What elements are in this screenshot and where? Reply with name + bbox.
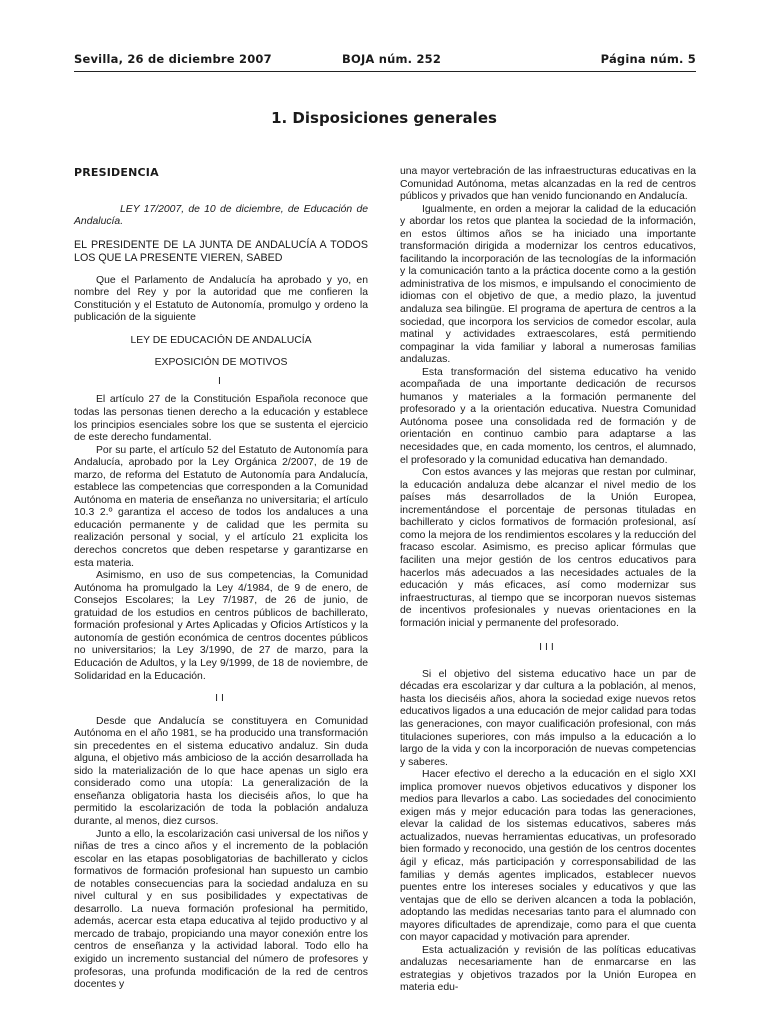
- header-bulletin-number: BOJA núm. 252: [342, 52, 442, 66]
- motives-heading: EXPOSICIÓN DE MOTIVOS: [154, 357, 288, 369]
- paragraph: Esta transformación del sistema educativo ha venido acompañada de una importante dedicación de recursos humanos y materiales a la formación permanente del profesorado y a la orientación educativa. Nuestra Comunidad Autónoma posee una consolidada red de formación y de orientación en continuo cambio para adaptarse a las necesidades que, en cada momento, los centros, el alumnado, el profesorado y la comunidad educativa han demandado.: [400, 366, 696, 466]
- paragraph: El artículo 27 de la Constitución Española reconoce que todas las personas tienen derecho a la educación y establece los principios esenciales sobre los que se sustenta el ejercicio de este derecho fundamental.: [74, 394, 368, 444]
- paragraph-continuation: una mayor vertebración de las infraestructuras educativas en la Comunidad Autónoma, metas alcanzadas en la red de centros públicos y privados que han venido funcionando en Andalucía.: [400, 166, 696, 203]
- paragraph: Con estos avances y las mejoras que restan por culminar, la educación andaluza debe alcanzar el nivel medio de los países más desarrollados de la Unión Europea, incrementándose el porcentaje de personas tituladas en bachillerato y ciclos formativos de formación profesional, así como la mejora de los rendimientos escolares y la reducción del fracaso escolar. Asimismo, es preciso aplicar fórmulas que faciliten una mejor gestión de los centros educativos para hacerlos más adecuados a las necesidades actuales de la educación y más eficaces, así como modernizar sus infraestructuras, al tiempo que se incorporan nuevos sistemas de incentivos profesionales y nuevas orientaciones en la formación inicial y permanente del profesorado.: [400, 467, 696, 629]
- paragraph: Igualmente, en orden a mejorar la calidad de la educación y abordar los retos que plantea la sociedad de la información, en estos últimos años se ha iniciado una importante transformación dirigida a modernizar los centros educativos, facilitando la incorporación de las tecnologías de la información y la comunicación tanto a la práctica docente como a la gestión administrativa de los mismos, e impulsando el conocimiento de idiomas con el objetivo de que, a medio plazo, la juventud andaluza sea bilingüe. El programa de apertura de centros a la sociedad, que incorpora los servicios de comedor escolar, aula matinal y actividades extraescolares, está permitiendo compaginar la vida familiar y laboral a numerosas familias andaluzas.: [400, 203, 696, 366]
- left-column: [74, 160, 368, 992]
- paragraph: Esta actualización y revisión de las políticas educativas andaluzas necesariamente han de enmarcarse en las estrategias y objetivos trazados por la Unión Europea en materia edu-: [400, 944, 696, 994]
- section-heading-presidencia: PRESIDENCIA: [74, 166, 159, 179]
- proclamation: EL PRESIDENTE DE LA JUNTA DE ANDALUCÍA A TODOS LOS QUE LA PRESENTE VIEREN, SABED: [74, 238, 368, 264]
- page-header: [74, 52, 696, 68]
- roman-heading-1: I: [218, 375, 224, 387]
- section-title: 1. Disposiciones generales: [271, 109, 497, 127]
- roman-heading-3: III: [539, 642, 557, 654]
- right-column: [400, 166, 696, 995]
- paragraph: Desde que Andalucía se constituyera en Comunidad Autónoma en el año 1981, se ha producido una transformación sin precedentes en el sistema educativo andaluz. Sin duda alguna, el objetivo más ambicioso de la acción desarrollada ha sido la materialización de lo que hace apenas un siglo era considerado como una utopía: La generalización de la enseñanza obligatoria hasta los dieciséis años, lo que ha permitido la escolarización de toda la población andaluza durante, al menos, diez cursos.: [74, 715, 368, 827]
- header-location-date: Sevilla, 26 de diciembre 2007: [74, 52, 272, 66]
- law-title: LEY 17/2007, de 10 de diciembre, de Educación de Andalucía.: [74, 203, 368, 228]
- paragraph: Junto a ello, la escolarización casi universal de los niños y niñas de tres a cinco años y el incremento de la población escolar en las etapas posobligatorias de bachillerato y ciclos formativos de formación profesional han supuesto un cambio de notables consecuencias para la sociedad andaluza en su nivel cultural y en sus posibilidades y expectativas de desarrollo. La nueva formación profesional ha permitido, además, acercar esta etapa educativa al tejido productivo y al mercado de trabajo, propiciando una mayor conexión entre los centros de enseñanza y la actividad laboral. Todo ello ha exigido un incremento sustancial del número de profesores y profesoras, una profunda modificación de la red de centros docentes y: [74, 828, 368, 991]
- law-name: LEY DE EDUCACIÓN DE ANDALUCÍA: [130, 334, 312, 346]
- header-rule: [74, 71, 696, 72]
- paragraph: Hacer efectivo el derecho a la educación en el siglo XXI implica promover nuevos objetivos educativos y disponer los medios para llevarlos a cabo. Las sociedades del conocimiento exigen más y mejor educación para todas las generaciones, elevar la calidad de los sistemas educativos, saberes más actualizados, nuevas herramientas educativas, un profesorado bien formado y reconocido, una gestión de los centros docentes ágil y eficaz, más participación y corresponsabilidad de las familias y demás agentes implicados, establecer nuevos puentes entre los intereses sociales y educativos y que las ventajas que de ello se deriven alcancen a toda la población, adoptando las medidas necesarias tanto para el alumnado con mayores dificultades de aprendizaje, como para el que cuenta con mayor capacidad y motivación para aprender.: [400, 769, 696, 944]
- paragraph: Por su parte, el artículo 52 del Estatuto de Autonomía para Andalucía, aprobado por la Ley Orgánica 2/2007, de 19 de marzo, de reforma del Estatuto de Autonomía para Andalucía, establece las competencias que corresponden a la Comunidad Autónoma en materia de enseñanza no universitaria; el artículo 10.3 2.º garantiza el acceso de todos los andaluces a una educación permanente y de calidad que les permita su realización personal y social, y el artículo 21 explicita los derechos concretos que deben respetarse y garantizarse en esta materia.: [74, 444, 368, 569]
- paragraph: Si el objetivo del sistema educativo hace un par de décadas era escolarizar y dar cultura a la población, al menos, hasta los dieciséis años, ahora la sociedad exige nuevos retos educativos ligados a una educación de mejor calidad para todas las generaciones, con mayor cualificación profesional, con más titulaciones superiores, con más impulso a la educación a lo largo de la vida y con la incorporación de nuevas competencias y saberes.: [400, 668, 696, 768]
- paragraph: Asimismo, en uso de sus competencias, la Comunidad Autónoma ha promulgado la Ley 4/1984, de 9 de enero, de Consejos Escolares; la Ley 7/1987, de 26 de junio, de gratuidad de los estudios en centros públicos de bachillerato, formación profesional y Artes Aplicadas y Oficios Artísticos y la autonomía de gestión económica de centros docentes públicos no universitarios; la Ley 3/1990, de 27 de marzo, para la Educación de Adultos, y la Ley 9/1999, de 18 de noviembre, de Solidaridad en la Educación.: [74, 570, 368, 682]
- intro-paragraph: Que el Parlamento de Andalucía ha aprobado y yo, en nombre del Rey y por la autoridad que me confieren la Constitución y el Estatuto de Autonomía, promulgo y ordeno la publicación de la siguiente: [74, 274, 368, 324]
- roman-heading-2: II: [215, 693, 227, 705]
- header-page-number: Página núm. 5: [600, 52, 696, 66]
